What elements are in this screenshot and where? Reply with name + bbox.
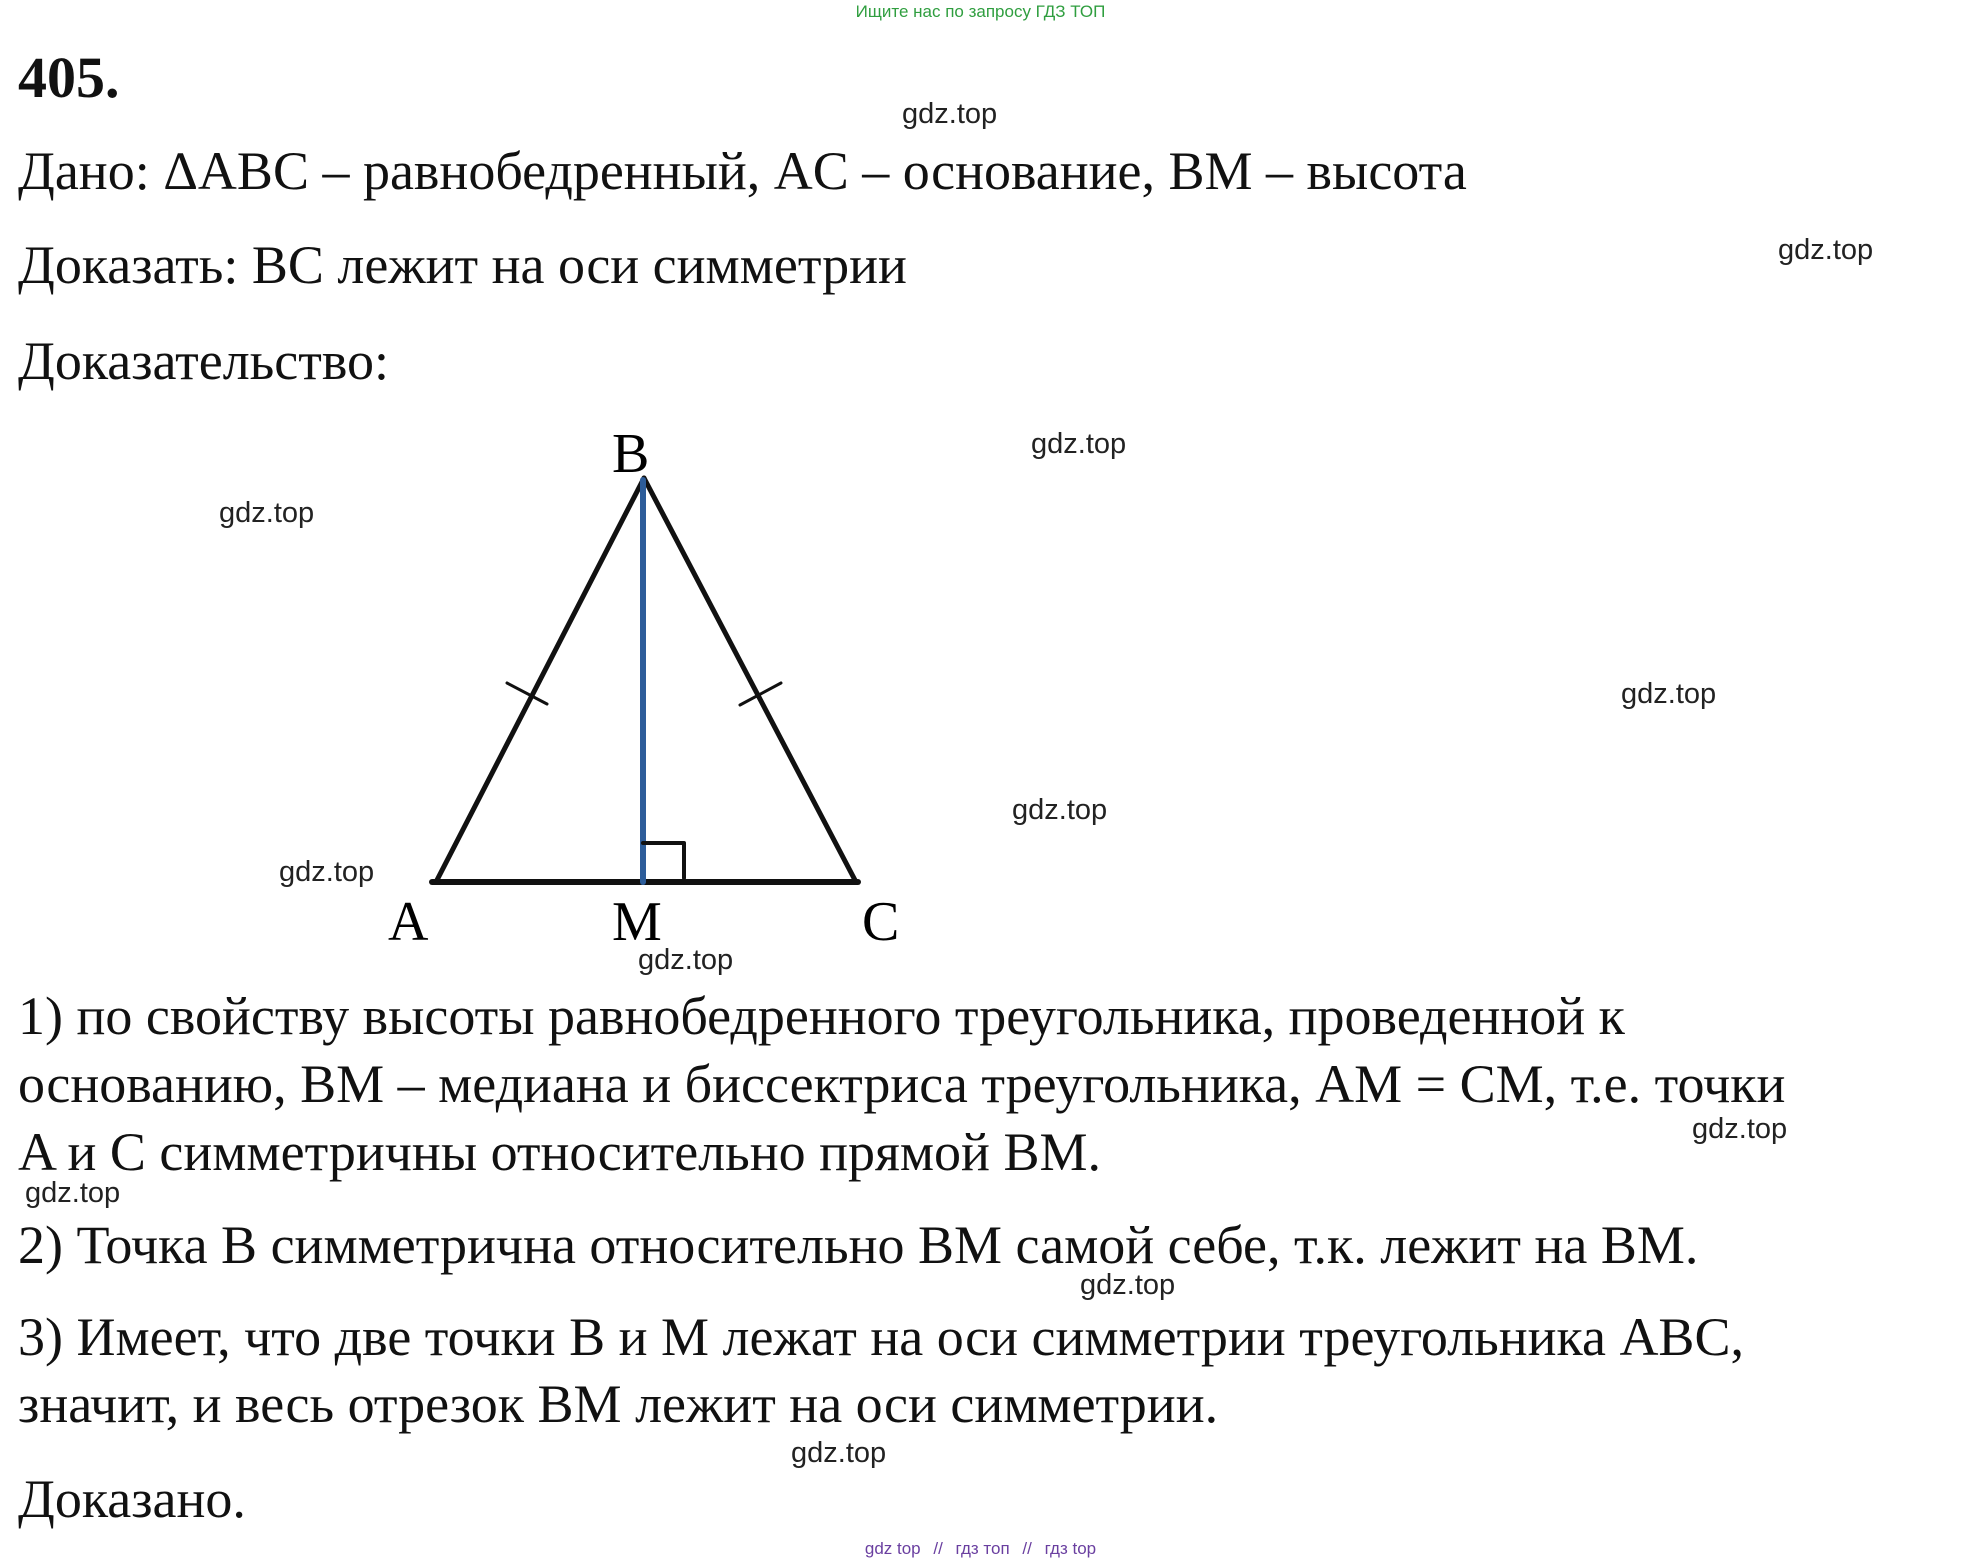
watermark: gdz.top (1012, 794, 1108, 826)
watermark: gdz.top (638, 944, 734, 976)
watermark: gdz.top (1692, 1113, 1788, 1145)
vertex-label-m: M (612, 891, 662, 953)
right-angle-mark (643, 843, 684, 878)
vertex-label-b: B (612, 423, 650, 485)
tick-mark-bc (740, 683, 781, 705)
footer-link-gdz-top[interactable]: gdz top (864, 1539, 921, 1558)
watermark: gdz.top (902, 98, 998, 130)
watermark: gdz.top (219, 497, 315, 529)
watermark: gdz.top (279, 856, 375, 888)
step1-line2: основанию, BM – медиана и биссектриса треугольника, AM = CM, т.е. точки (18, 1054, 1786, 1114)
watermark: gdz.top (1778, 234, 1874, 266)
given-statement: Дано: ΔABC – равнобедренный, AC – основание, BM – высота (18, 141, 1467, 201)
proof-heading: Доказательство: (18, 331, 389, 391)
vertex-label-a: A (388, 891, 429, 953)
tick-mark-ab (507, 683, 547, 704)
step1-line1: 1) по свойству высоты равнобедренного треугольника, проведенной к (18, 986, 1625, 1046)
step2-line: 2) Точка B симметрична относительно BM самой себе, т.к. лежит на BM. (18, 1215, 1699, 1275)
problem-number: 405. (18, 45, 120, 110)
footer-separator: // (933, 1539, 943, 1558)
side-ab (436, 478, 644, 882)
step3-line1: 3) Имеет, что две точки B и M лежат на оси симметрии треугольника ABC, (18, 1307, 1744, 1367)
step3-line2: значит, и весь отрезок BM лежит на оси симметрии. (18, 1374, 1219, 1434)
footer-link-gdz-top-ru[interactable]: гдз топ (955, 1539, 1010, 1558)
watermark: gdz.top (791, 1437, 887, 1469)
watermark: gdz.top (1080, 1269, 1176, 1301)
watermark: gdz.top (25, 1177, 121, 1209)
step1-line3: A и C симметричны относительно прямой BM. (18, 1122, 1101, 1182)
side-bc (644, 478, 856, 882)
footer-links (0, 1539, 1961, 1559)
conclusion: Доказано. (18, 1469, 246, 1529)
watermark: gdz.top (1621, 678, 1717, 710)
watermark: gdz.top (1031, 428, 1127, 460)
footer-separator: // (1022, 1539, 1032, 1558)
footer-link-gdz-top-mixed[interactable]: гдз top (1044, 1539, 1097, 1558)
vertex-label-c: C (862, 891, 900, 953)
prove-statement: Доказать: BC лежит на оси симметрии (18, 235, 907, 295)
search-banner: Ищите нас по запросу ГДЗ ТОП (855, 2, 1106, 21)
